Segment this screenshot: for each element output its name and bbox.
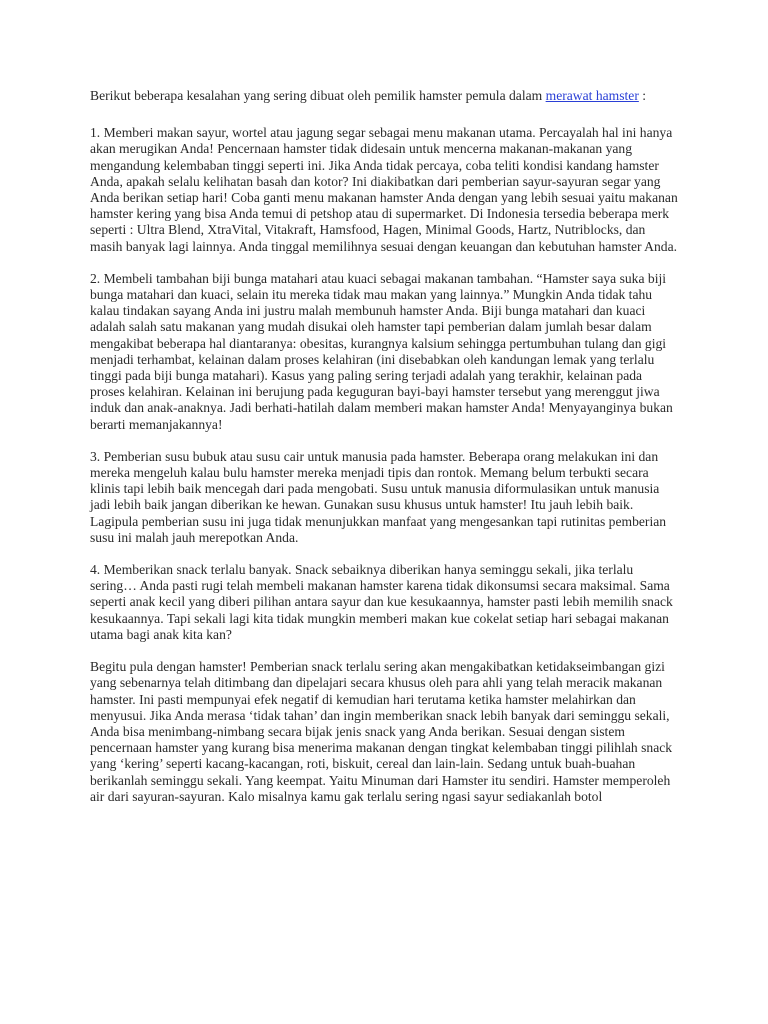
document-page — [90, 88, 678, 821]
paragraph-3: 3. Pemberian susu bubuk atau susu cair untuk manusia pada hamster. Beberapa orang melakukan ini dan mereka mengeluh kalau bulu hamster mereka menjadi tipis dan rontok. Memang belum terbukti secara klinis tapi lebih baik mencegah dari pada mengobati. Susu untuk manusia diformulasikan untuk manusia jadi lebih baik jangan diberikan ke hewan. Gunakan susu khusus untuk hamster! Itu jauh lebih baik. Lagipula pemberian susu ini juga tidak menunjukkan manfaat yang mengesankan tapi rutinitas pemberian susu ini malah jauh merepotkan Anda. — [90, 448, 667, 545]
intro-text: Berikut beberapa kesalahan yang sering dibuat oleh pemilik hamster pemula dalam — [90, 88, 546, 103]
merawat-hamster-link[interactable]: merawat hamster — [545, 88, 639, 103]
paragraph-2: 2. Membeli tambahan biji bunga matahari atau kuaci sebagai makanan tambahan. “Hamster saya suka biji bunga matahari dan kuaci, selain itu mereka tidak mau makan yang lainnya.” Mungkin Anda tidak tahu kalau tindakan sayang Anda ini justru malah membunuh hamster Anda. Biji bunga matahari dan kuaci adalah salah satu makanan yang mudah disukai oleh hamster tapi pemberian dalam jumlah besar dalam mengakibat beberapa hal diantaranya: obesitas, kurangnya kalsium sehingga pertumbuhan tulang dan gigi menjadi terhambat, kelainan dalam proses kelahiran (ini disebabkan oleh kandungan lemak yang terlalu tinggi pada biji bunga matahari). Kasus yang paling sering terjadi adalah yang terakhir, kelainan pada proses kelahiran. Kelainan ini berujung pada keguguran bayi-bayi hamster tersebut yang merenggut jiwa induk dan anak-anaknya. Jadi berhati-hatilah dalam memberi makan hamster Anda! Menyayanginya bukan berarti memanjakannya! — [90, 270, 673, 432]
paragraph-4: 4. Memberikan snack terlalu banyak. Snack sebaiknya diberikan hanya seminggu sekali, jika terlalu sering… Anda pasti rugi telah membeli makanan hamster karena tidak dikonsumsi secara maksimal. Sama seperti anak kecil yang diberi pilihan antara sayur dan kue kesukaannya, hamster pasti lebih memilih snack kesukaannya. Tapi sekali lagi kita tidak mungkin memberi makan kue cokelat setiap hari sebagai makanan utama bagi anak kita kan? — [90, 562, 673, 642]
paragraph-5: Begitu pula dengan hamster! Pemberian snack terlalu sering akan mengakibatkan ketidakseimbangan gizi yang sebenarnya telah ditimbang dan dipelajari secara khusus oleh para ahli yang telah meracik makanan hamster. Ini pasti mempunyai efek negatif di kemudian hari terutama ketika hamster melahirkan dan menyusui. Jika Anda merasa ‘tidak tahan’ dan ingin memberikan snack lebih banyak dari seminggu sekali, Anda bisa menimbang-nimbang secara bijak jenis snack yang Anda berikan. Sesuai dengan sistem pencernaan hamster yang kurang bisa menerima makanan dengan tingkat kelembaban tinggi pilihlah snack yang ‘kering’ seperti kacang-kacangan, roti, biskuit, cereal dan lain-lain. Sedang untuk buah-buahan berikanlah seminggu sekali. Yang keempat. Yaitu Minuman dari Hamster itu sendiri. Hamster memperoleh air dari sayuran-sayuran. Kalo misalnya kamu gak terlalu sering ngasi sayur sediakanlah botol — [90, 659, 673, 804]
intro-suffix: : — [638, 88, 647, 103]
paragraph-1: 1. Memberi makan sayur, wortel atau jagung segar sebagai menu makanan utama. Percayalah hal ini hanya akan merugikan Anda! Pencernaan hamster tidak didesain untuk mencerna makanan-makanan yang mengandung kelembaban tinggi seperti ini. Jika Anda tidak percaya, coba teliti kondisi kandang hamster Anda, apakah selalu kelihatan basah dan kotor? Ini diakibatkan dari pemberian sayur-sayuran segar yang Anda berikan setiap hari! Coba ganti menu makanan hamster Anda dengan yang lebih sesuai yaitu makanan hamster kering yang bisa Anda temui di petshop atau di supermarket. Di Indonesia tersedia beberapa merk seperti : Ultra Blend, XtraVital, Vitakraft, Hamsfood, Hagen, Minimal Goods, Hartz, Nutriblocks, dan masih banyak lagi lainnya. Anda tinggal memilihnya sesuai dengan keuangan dan kebutuhan hamster Anda. — [90, 125, 678, 254]
intro-paragraph — [90, 88, 678, 104]
